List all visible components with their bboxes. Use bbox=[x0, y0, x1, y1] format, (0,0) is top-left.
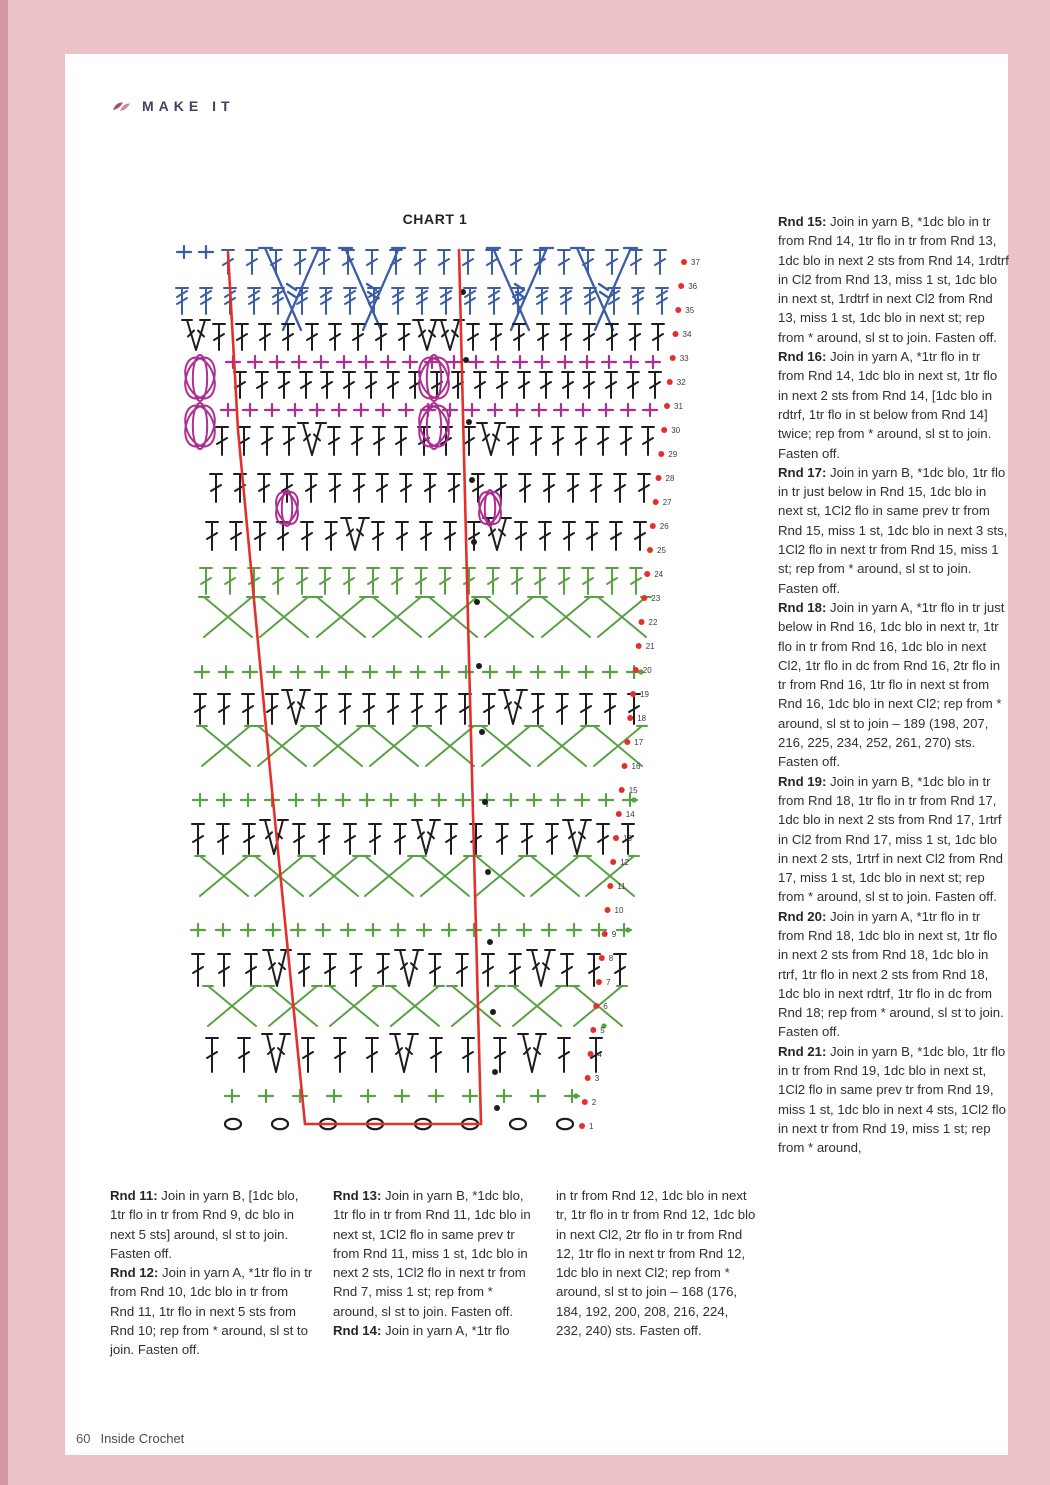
svg-text:25: 25 bbox=[657, 546, 666, 555]
svg-text:2: 2 bbox=[591, 1098, 597, 1107]
instruction-paragraph: in tr from Rnd 12, 1dc blo in next tr, 1tr flo in tr from Rnd 12, 1dc blo in next Cl2, 2tr flo in tr from Rnd 12, 1tr flo in next tr from Rnd 12, 1dc blo in next Cl2; rep from * around, sl st to join – 168 (176, 184, 192, 200, 208, 216, 224, 232, 240) sts. Fasten off. bbox=[556, 1188, 756, 1339]
svg-text:35: 35 bbox=[685, 306, 695, 315]
svg-text:21: 21 bbox=[645, 642, 655, 651]
svg-text:11: 11 bbox=[617, 882, 626, 891]
instruction-paragraph: Rnd 15: Join in yarn B, *1dc blo in tr from Rnd 14, 1tr flo in tr from Rnd 13, 1dc blo in next 2 sts from Rnd 14, 1rdtrf in Cl2 from Rnd 13, miss 1 st, 1dc blo in next st, 1rdtrf in next Cl2 from Rnd 13, miss 1 st, 1dc blo in next st; rep from * around, sl st to join. Fasten off. bbox=[778, 214, 1009, 345]
petal-arrows-icon bbox=[112, 100, 132, 113]
svg-text:26: 26 bbox=[659, 522, 669, 531]
magazine-title: Inside Crochet bbox=[100, 1431, 185, 1446]
svg-text:33: 33 bbox=[679, 354, 689, 363]
svg-text:30: 30 bbox=[671, 426, 681, 435]
svg-text:19: 19 bbox=[640, 690, 649, 699]
svg-text:23: 23 bbox=[651, 594, 661, 603]
svg-text:37: 37 bbox=[691, 258, 700, 267]
page-number: 60 bbox=[76, 1431, 91, 1446]
chart-title: CHART 1 bbox=[402, 211, 468, 227]
svg-text:15: 15 bbox=[628, 786, 638, 795]
svg-text:32: 32 bbox=[676, 378, 686, 387]
instruction-paragraph: Rnd 21: Join in yarn B, *1dc blo, 1tr flo in tr from Rnd 19, 1dc blo in next st, 1Cl2 flo in same prev tr from Rnd 19, miss 1 st, 1dc blo in next 4 sts, 1Cl2 flo in next tr from Rnd 19, miss 1 st; rep from * around, bbox=[778, 1043, 1006, 1156]
instruction-paragraph: Rnd 17: Join in yarn B, *1dc blo, 1tr flo in tr just below in Rnd 15, 1dc blo in next st, 1Cl2 flo in same prev tr from Rnd 15, miss 1 st, 1dc blo in next 3 sts, 1Cl2 flo in next tr from Rnd 15, miss 1 st; rep from * around, sl st to join. Fasten off. bbox=[778, 464, 1008, 596]
svg-text:22: 22 bbox=[648, 618, 658, 627]
instruction-paragraph: Rnd 19: Join in yarn B, *1dc blo in tr from Rnd 18, 1tr flo in tr from Rnd 17, 1dc blo in next 2 sts from Rnd 17, 1rtrf in Cl2 from Rnd 17, miss 1 st, 1dc blo in next 2 sts, 1rtrf in next Cl2 from Rnd 17, miss 1 st, 1dc blo in next st; rep from * around, sl st to join. Fasten off. bbox=[778, 773, 1004, 905]
instructions-column-1 bbox=[110, 1186, 315, 1360]
svg-text:14: 14 bbox=[625, 810, 635, 819]
instruction-paragraph: Rnd 18: Join in yarn A, *1tr flo in tr just below in Rnd 16, 1dc blo in next tr, 1tr flo in tr from Rnd 16, 1dc blo in next Cl2, 1tr flo in dc from Rnd 16, 2tr flo in tr from Rnd 16, 1tr flo in next st from Rnd 16, 1dc blo in next Cl2; rep from * around, sl st to join – 189 (198, 207, 216, 225, 234, 252, 261, 270) sts. Fasten off. bbox=[778, 599, 1005, 770]
svg-text:9: 9 bbox=[611, 930, 617, 939]
svg-text:17: 17 bbox=[634, 738, 644, 747]
svg-text:12: 12 bbox=[620, 858, 630, 867]
svg-text:34: 34 bbox=[682, 330, 692, 339]
svg-text:27: 27 bbox=[662, 498, 672, 507]
instructions-column-2 bbox=[333, 1186, 538, 1340]
svg-text:8: 8 bbox=[608, 954, 614, 963]
svg-text:31: 31 bbox=[674, 402, 683, 411]
instruction-paragraph: Rnd 20: Join in yarn A, *1tr flo in tr from Rnd 18, 1dc blo in next st, 1tr flo in next 2 sts from Rnd 18, 1dc blo in rtrf, 1tr flo in next 2 sts from Rnd 18, 1dc blo in next rdtrf, 1tr flo in dc from Rnd 18; rep from * around, sl st to join. Fasten off. bbox=[778, 908, 1004, 1040]
svg-text:20: 20 bbox=[642, 666, 652, 675]
svg-text:10: 10 bbox=[614, 906, 624, 915]
svg-text:18: 18 bbox=[637, 714, 647, 723]
svg-text:4: 4 bbox=[597, 1050, 602, 1059]
instructions-column-right bbox=[778, 212, 1010, 1158]
svg-text:29: 29 bbox=[668, 450, 678, 459]
instruction-paragraph: Rnd 12: Join in yarn A, *1tr flo in tr from Rnd 10, 1dc blo in tr from Rnd 11, 1tr flo in next 5 sts from Rnd 10; rep from * around, sl st to join. Fasten off. bbox=[110, 1265, 313, 1358]
svg-text:1: 1 bbox=[589, 1122, 594, 1131]
svg-text:7: 7 bbox=[606, 978, 611, 987]
instruction-paragraph: Rnd 11: Join in yarn B, [1dc blo, 1tr flo in tr from Rnd 9, dc blo in next 5 sts] around, sl st to join. Fasten off. bbox=[110, 1188, 299, 1261]
svg-text:28: 28 bbox=[665, 474, 675, 483]
section-header bbox=[112, 98, 235, 114]
section-header-label: MAKE IT bbox=[142, 98, 235, 114]
instructions-column-3 bbox=[556, 1186, 756, 1340]
crochet-chart bbox=[150, 230, 720, 1140]
left-edge-strip bbox=[0, 0, 8, 1485]
svg-text:3: 3 bbox=[594, 1074, 600, 1083]
instruction-paragraph: Rnd 16: Join in yarn A, *1tr flo in tr from Rnd 14, 1dc blo in next st, 1tr flo in next 2 sts from Rnd 14, [1dc blo in rdtrf, 1tr flo in st below from Rnd 14] twice; rep from * around, sl st to join. Fasten off. bbox=[778, 349, 998, 461]
instruction-paragraph: Rnd 14: Join in yarn A, *1tr flo bbox=[333, 1323, 510, 1339]
svg-text:6: 6 bbox=[603, 1002, 608, 1011]
page-footer bbox=[76, 1431, 184, 1446]
svg-text:13: 13 bbox=[623, 834, 632, 843]
svg-text:24: 24 bbox=[654, 570, 664, 579]
svg-text:5: 5 bbox=[600, 1026, 605, 1035]
instruction-paragraph: Rnd 13: Join in yarn B, *1dc blo, 1tr flo in tr from Rnd 11, 1dc blo in next st, 1Cl2 flo in same prev tr from Rnd 11, miss 1 st, 1dc blo in next 2 sts, 1Cl2 flo in next tr from Rnd 7, miss 1 st; rep from * around, sl st to join. Fasten off. bbox=[333, 1188, 531, 1319]
svg-text:16: 16 bbox=[631, 762, 641, 771]
svg-text:36: 36 bbox=[688, 282, 698, 291]
